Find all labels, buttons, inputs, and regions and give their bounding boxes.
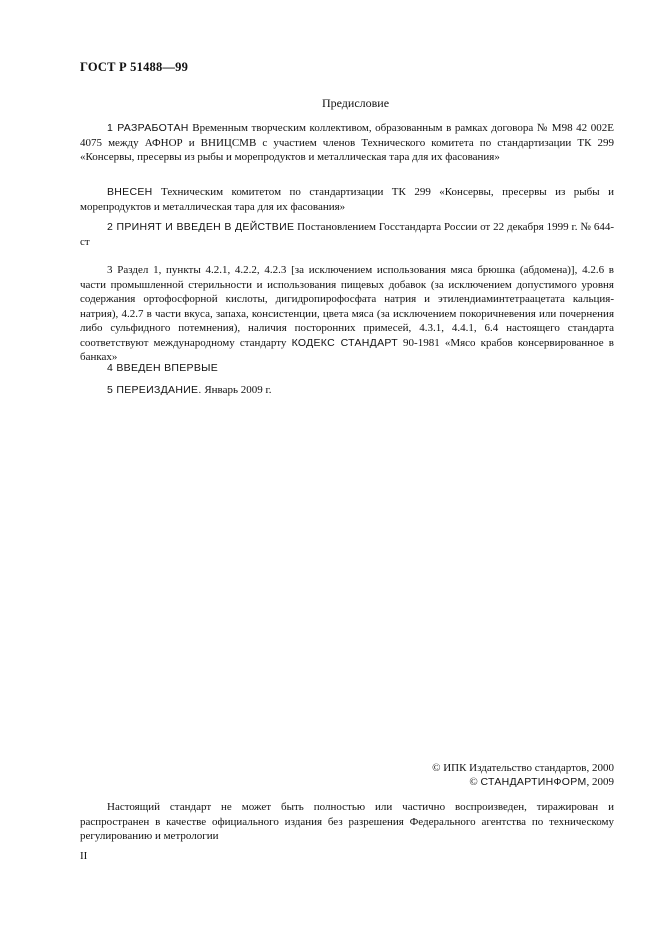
conformity-text-b: 90-1981 «Мясо крабов консервированное в банках» xyxy=(80,336,614,363)
copyright-symbol: © xyxy=(469,776,481,788)
reproduction-notice: Настоящий стандарт не может быть полностью или частично воспроизведен, тиражирован и распространен в качестве официального издания без разрешения Федерального агентства по техническому регулированию и метрологии xyxy=(80,801,614,842)
foreword-item-reissue xyxy=(80,383,614,398)
first-introduced-label: 4 ВВЕДЕН ВПЕРВЫЕ xyxy=(107,362,219,374)
reissue-text: Январь 2009 г. xyxy=(201,384,272,396)
foreword-title: Предисловие xyxy=(321,96,390,110)
foreword-item-introduced-by xyxy=(80,185,614,214)
codex-standard-label: КОДЕКС СТАНДАРТ xyxy=(291,336,398,349)
adopted-text: Постановлением Госстандарта России от 22 декабря 1999 г. № 644-ст xyxy=(80,221,615,248)
page-number: II xyxy=(80,850,88,862)
foreword-item-conformity xyxy=(80,263,614,365)
reissue-label: 5 ПЕРЕИЗДАНИЕ. xyxy=(107,384,202,396)
foreword-item-adopted xyxy=(80,220,614,249)
copyright-publisher: СТАНДАРТИНФОРМ xyxy=(480,776,587,788)
adopted-label: 2 ПРИНЯТ И ВВЕДЕН В ДЕЙСТВИЕ xyxy=(107,221,295,233)
copyright-line-1: © ИПК Издательство стандартов, 2000 xyxy=(432,762,614,774)
standard-designation: ГОСТ Р 51488—99 xyxy=(80,60,189,74)
conformity-text-a: 3 Раздел 1, пункты 4.2.1, 4.2.2, 4.2.3 [за исключением использования мяса брюшка (абдомена)], 4.2.6 в части промышленной стерильности и использования пищевых добавок (за исключением допустимого уровня содержания ортофосфорной кислоты, дигидропирофосфата натрия и этилендиаминтетраацетата кальция-натрия), 4.2.7 в части вкуса, запаха, консистенции, цвета мяса (за исключением покоричневения или почернения либо сульфидного потемнения), наличия посторонних примесей, 4.3.1, 4.4.1, 6.4 настоящего стандарта соответствуют международному стандарту xyxy=(80,264,614,349)
introduced-by-label: ВНЕСЕН xyxy=(107,186,153,198)
foreword-item-first-introduced xyxy=(80,361,614,376)
introduced-by-text: Техническим комитетом по стандартизации ТК 299 «Консервы, пресервы из рыбы и морепродуктов и металлическая тара для их фасования» xyxy=(80,186,614,213)
foreword-item-developed xyxy=(80,121,614,165)
developed-label: 1 РАЗРАБОТАН xyxy=(107,122,189,134)
copyright-year: , 2009 xyxy=(586,776,614,788)
developed-text: Временным творческим коллективом, образованным в рамках договора № М98 42 002Е 4075 между АФНОР и ВНИЦСМВ с участием членов Технического комитета по стандартизации ТК 299 «Консервы, пресервы из рыбы и морепродуктов и металлическая тара для их фасования» xyxy=(80,122,614,163)
copyright-line-2 xyxy=(469,775,614,789)
